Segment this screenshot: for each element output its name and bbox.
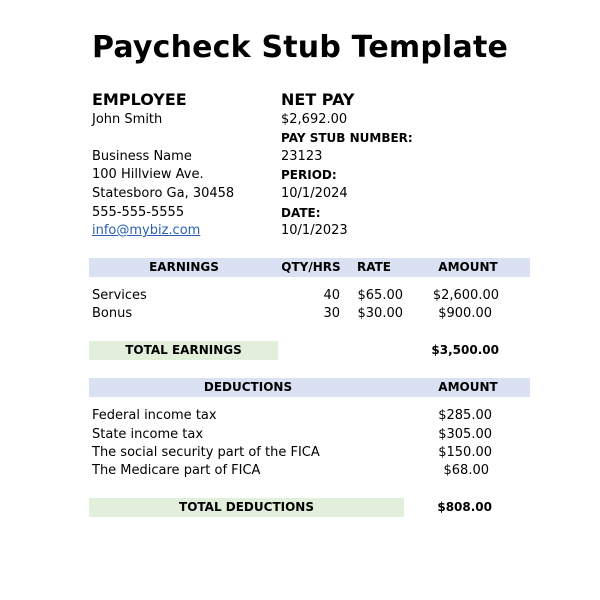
- total-earnings-amount: $3,500.00: [431, 343, 499, 357]
- date-label: DATE:: [281, 206, 321, 220]
- total-deductions-label: TOTAL DEDUCTIONS: [179, 500, 314, 514]
- business-name: Business Name: [92, 149, 192, 164]
- deduction-row-label: The social security part of the FICA: [92, 445, 320, 460]
- phone-number: 555-555-5555: [92, 205, 185, 220]
- rate-col-header: RATE: [357, 260, 391, 274]
- deductions-amount-col-header: AMOUNT: [438, 380, 498, 394]
- total-deductions-amount: $808.00: [437, 500, 492, 514]
- deduction-row-amount: $285.00: [438, 408, 492, 423]
- period-label: PERIOD:: [281, 168, 337, 182]
- deduction-row-amount: $150.00: [438, 445, 492, 460]
- earnings-row-amount: $2,600.00: [432, 288, 499, 303]
- deduction-row-label: Federal income tax: [92, 408, 217, 423]
- employee-heading: EMPLOYEE: [92, 90, 187, 109]
- net-pay-amount: $2,692.00: [281, 112, 348, 127]
- page-title: Paycheck Stub Template: [91, 30, 509, 65]
- deduction-row-amount: $305.00: [438, 427, 492, 442]
- address-line1: 100 Hillview Ave.: [92, 167, 204, 182]
- earnings-row-label: Services: [92, 288, 147, 303]
- pay-stub-number-label: PAY STUB NUMBER:: [281, 131, 413, 145]
- net-pay-heading: NET PAY: [281, 90, 355, 109]
- earnings-row-amount: $900.00: [438, 306, 492, 321]
- deduction-row-amount: $68.00: [443, 463, 489, 478]
- earnings-row-label: Bonus: [92, 306, 133, 321]
- total-earnings-label: TOTAL EARNINGS: [125, 343, 242, 357]
- address-line2: Statesboro Ga, 30458: [92, 186, 235, 201]
- period-value: 10/1/2024: [281, 186, 348, 201]
- earnings-row-rate: $30.00: [357, 306, 403, 321]
- date-value: 10/1/2023: [281, 223, 348, 238]
- qty-col-header: QTY/HRS: [281, 260, 341, 274]
- earnings-row-qty: 30: [323, 306, 340, 321]
- earnings-row-qty: 40: [323, 288, 340, 303]
- deductions-col-header: DEDUCTIONS: [203, 380, 293, 394]
- deduction-row-label: The Medicare part of FICA: [92, 463, 261, 478]
- email-link[interactable]: info@mybiz.com: [92, 223, 201, 238]
- deduction-row-label: State income tax: [92, 427, 204, 442]
- earnings-col-header: EARNINGS: [149, 260, 219, 274]
- amount-col-header: AMOUNT: [438, 260, 498, 274]
- employee-name: John Smith: [92, 112, 163, 127]
- earnings-row-rate: $65.00: [357, 288, 403, 303]
- pay-stub-number: 23123: [281, 149, 323, 164]
